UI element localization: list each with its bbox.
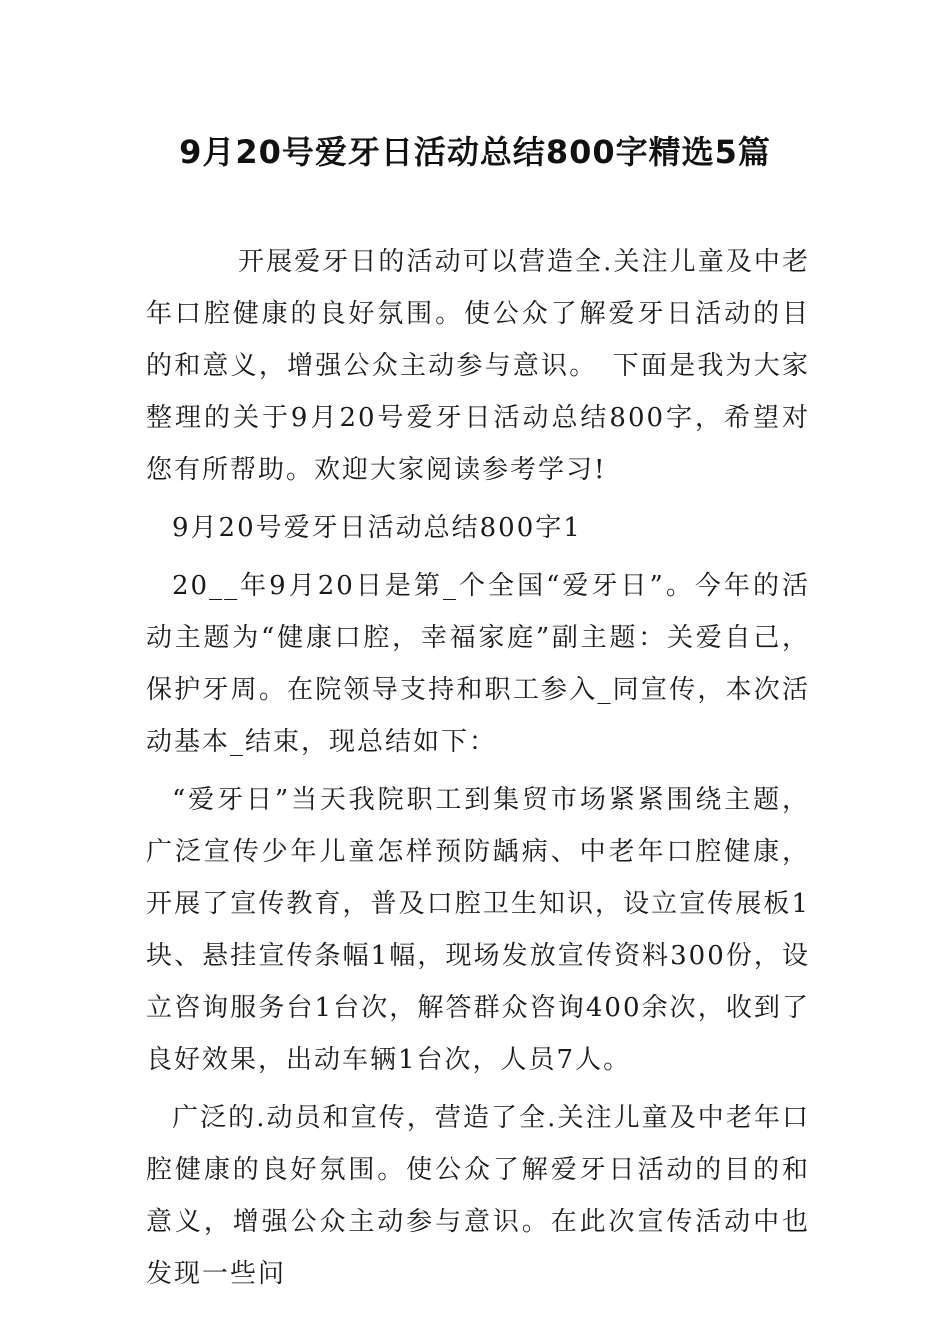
document-title: 9月20号爱牙日活动总结800字精选5篇 (179, 133, 771, 171)
body-paragraph: 20__年9月20日是第_个全国“爱牙日”。今年的活动主题为“健康口腔，幸福家庭”副主题：关爱自己，保护牙周。在院领导支持和职工参入_同宣传，本次活动基本_结束，现总结如下： (146, 571, 810, 757)
document-body (146, 236, 810, 1306)
body-paragraph: “爱牙日”当天我院职工到集贸市场紧紧围绕主题，广泛宣传少年儿童怎样预防龋病、中老年口腔健康，开展了宣传教育，普及口腔卫生知识，设立宣传展板1块、悬挂宣传条幅1幅，现场发放宣传资料300份，设立咨询服务台1台次，解答群众咨询400余次，收到了良好效果，出动车辆1台次，人员7人。 (146, 785, 810, 1075)
body-paragraph: 广泛的.动员和宣传，营造了全.关注儿童及中老年口腔健康的良好氛围。使公众了解爱牙日活动的目的和意义，增强公众主动参与意识。在此次宣传活动中也发现一些问 (146, 1103, 810, 1289)
section-heading: 9月20号爱牙日活动总结800字1 (172, 513, 582, 543)
intro-paragraph: 开展爱牙日的活动可以营造全.关注儿童及中老年口腔健康的良好氛围。使公众了解爱牙日活动的目的和意义，增强公众主动参与意识。 下面是我为大家整理的关于9月20号爱牙日活动总结800字，希望对您有所帮助。欢迎大家阅读参考学习! (146, 247, 810, 485)
